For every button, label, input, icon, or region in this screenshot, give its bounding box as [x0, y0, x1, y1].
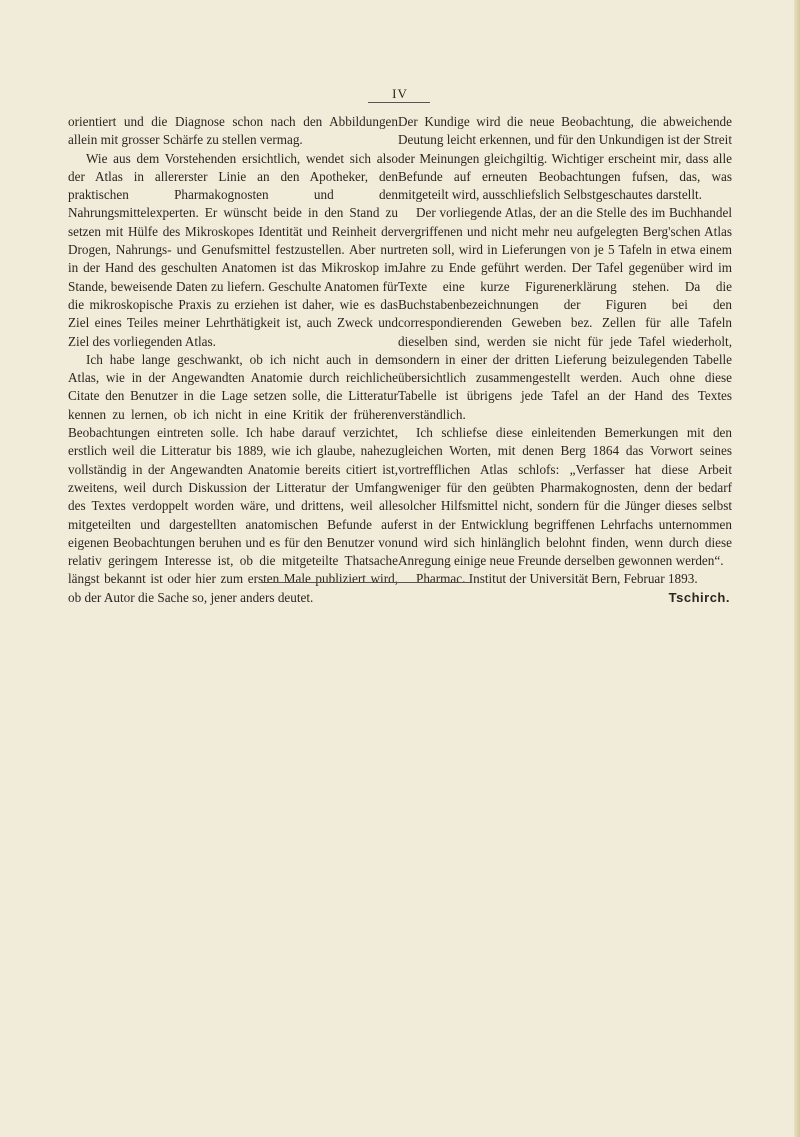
- right-paragraph-2: Der vorliegende Atlas, der an die Stelle des im Buchhandel vergriffenen und nicht mehr neu aufgelegten Berg'schen Atlas treten soll, wird in Lieferungen von je 5 Tafeln in etwa einem Jahre zu Ende geführt werden. Der Tafel gegenüber wird im Texte eine kurze Figurenerklärung stehen. Da die Buchstabenbezeichnungen der Figuren bei den correspondierenden Geweben bez. Zellen für alle Tafeln dieselben sind, werden sie nicht für jede Tafel wiederholt, sondern in einer der dritten Lieferung beizulegenden Tabelle übersichtlich zusammengestellt werden. Auch ohne diese Tabelle ist übrigens jede Tafel an der Hand des Textes verständlich.: [398, 205, 732, 422]
- right-column: [398, 113, 732, 607]
- right-paragraph-1: Der Kundige wird die neue Beobachtung, die abweichende Deutung leicht erkennen, und für den Unkundigen ist der Streit der Meinungen gleichgiltig. Wichtiger erscheint mir, dass alle Befunde auf erneuten Beobachtungen fufsen, das, was mitgeteilt wird, ausschliefslich Selbstgeschautes darstellt.: [398, 114, 732, 203]
- page-edge-shadow: [794, 0, 800, 1137]
- footer-rule: [262, 582, 472, 583]
- header-rule: [368, 102, 430, 103]
- place-date-line: Pharmac. Institut der Universität Bern, Februar 1893.: [416, 571, 698, 587]
- page-number: IV: [392, 86, 408, 101]
- left-column: [68, 113, 398, 607]
- author-signature: Tschirch.: [668, 589, 730, 605]
- left-paragraph-2: Wie aus dem Vorstehenden ersichtlich, wendet sich also der Atlas in allererster Linie an den Apotheker, den praktischen Pharmakognosten und den Nahrungsmittelexperten. Er wünscht beide in den Stand zu setzen mit Hülfe des Mikroskopes Identität und Reinheit der Drogen, Nahrungs- und Genufsmittel festzustellen. Aber nur in der Hand des geschulten Anatomen ist das Mikroskop im Stande, beweisende Daten zu liefern. Geschulte Anatomen für die mikroskopische Praxis zu erziehen ist daher, wie es das Ziel eines Teiles meiner Lehrthätigkeit ist, auch Zweck und Ziel des vorliegenden Atlas.: [68, 150, 398, 349]
- left-paragraph-1: orientiert und die Diagnose schon nach den Abbildungen allein mit grosser Schärfe zu stellen vermag.: [68, 114, 398, 148]
- right-paragraph-3: Ich schliefse diese einleitenden Bemerkungen mit den gleichen Worten, mit denen Berg 1864 das Vorwort seines vortrefflichen Atlas schlofs: „Verfasser hat diese Arbeit weniger für den geübten Pharmakognosten, denn der bedarf solcher Hilfsmittel nicht, sondern für die Jünger dieses selbst erst in der Entwicklung begriffenen Lehrfachs unternommen und wird sich hinlänglich belohnt finden, wenn durch diese Anregung einige neue Freunde derselben gewonnen werden“.: [398, 425, 732, 569]
- left-paragraph-3: Ich habe lange geschwankt, ob ich nicht auch in dem Atlas, wie in der Angewandten Anatomie durch reichliche Citate den Benutzer in die Lage setzen solle, die Litteratur kennen zu lernen, ob ich nicht in eine Kritik der früheren Beobachtungen eintreten solle. Ich habe darauf verzichtet, erstlich weil die Litteratur bis 1889, wie ich glaube, nahezu vollständig in der Angewandten Anatomie bereits citiert ist, zweitens, weil durch Diskussion der Litteratur der Umfang des Textes verdoppelt worden wäre, und drittens, weil alle mitgeteilten und dargestellten anatomischen Befunde auf eigenen Beobachtungen beruhen und es für den Benutzer von relativ geringem Interesse ist, ob die mitgeteilte Thatsache längst bekannt ist oder hier zum ersten Male publiziert wird, ob der Autor die Sache so, jener anders deutet.: [68, 351, 398, 605]
